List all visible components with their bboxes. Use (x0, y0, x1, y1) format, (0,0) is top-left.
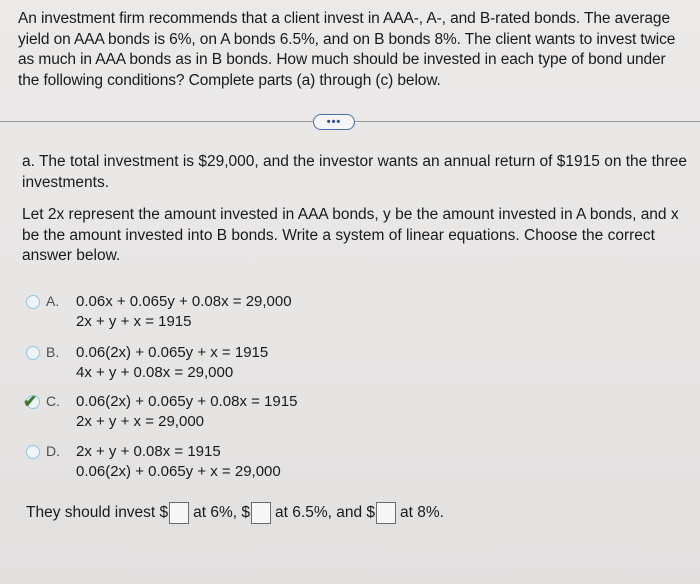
option-a-line1: 0.06x + 0.065y + 0.08x = 29,000 (76, 293, 292, 310)
option-a-letter: A. (46, 293, 60, 309)
part-a-text: a. The total investment is $29,000, and the investor wants an annual return of $1915 on the three investments. (22, 153, 687, 191)
expand-more-button[interactable]: ••• (313, 114, 355, 130)
answer-at-6-5: at 6.5%, and $ (275, 504, 376, 521)
instruction-text: Let 2x represent the amount invested in AAA bonds, y be the amount invested in A bonds, and x be the amount invested into B bonds. Write a system of linear equations. Choose the correct answer below. (22, 206, 679, 264)
aaa-amount-input[interactable] (169, 502, 189, 524)
option-a[interactable] (26, 292, 292, 331)
option-b-letter: B. (46, 344, 60, 360)
option-c-line1: 0.06(2x) + 0.065y + 0.08x = 1915 (76, 393, 298, 410)
option-c-letter: C. (46, 393, 60, 409)
option-c-line2: 2x + y + x = 29,000 (76, 412, 205, 430)
answer-at-8: at 8%. (400, 504, 444, 521)
option-b-line1: 0.06(2x) + 0.065y + x = 1915 (76, 344, 269, 361)
option-b[interactable] (26, 343, 268, 382)
option-b-line2: 4x + y + 0.08x = 29,000 (76, 363, 234, 381)
radio-option-d[interactable] (26, 445, 40, 459)
answer-at-6: at 6%, $ (193, 504, 251, 521)
radio-option-a[interactable] (26, 295, 40, 309)
problem-intro: An investment firm recommends that a client invest in AAA-, A-, and B-rated bonds. The average yield on AAA bonds is 6%, on A bonds 6.5%, and on B bonds 8%. The client wants to invest twice as much in AAA bonds as in B bonds. How much should be invested in each type of bond under the following conditions? Complete parts (a) through (c) below. (18, 10, 676, 89)
option-d-line1: 2x + y + 0.08x = 1915 (76, 443, 221, 460)
option-d-line2: 0.06(2x) + 0.065y + x = 29,000 (76, 462, 281, 480)
option-c[interactable] (23, 392, 298, 431)
answer-sentence (26, 502, 444, 524)
answer-lead: They should invest $ (26, 504, 169, 521)
option-a-line2: 2x + y + x = 1915 (76, 312, 192, 330)
radio-option-c-selected[interactable] (23, 392, 40, 411)
a-amount-input[interactable] (251, 502, 271, 524)
radio-option-b[interactable] (26, 346, 40, 360)
checkmark-icon: ✔ (23, 392, 38, 411)
option-d[interactable] (26, 442, 281, 481)
option-d-letter: D. (46, 443, 60, 459)
b-amount-input[interactable] (376, 502, 396, 524)
